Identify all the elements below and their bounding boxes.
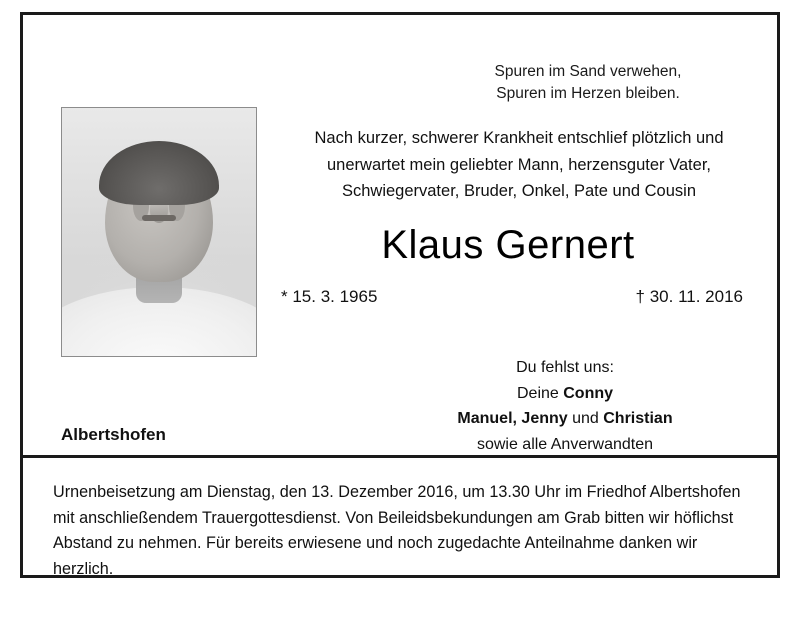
death-date: † 30. 11. 2016: [635, 287, 743, 306]
farewell-line-3: [395, 406, 735, 432]
funeral-details-text: Urnenbeisetzung am Dienstag, den 13. Dezember 2016, um 13.30 Uhr im Friedhof Albertshofen mit anschließendem Trauergottesdienst. Von Beileidsbekundungen am Grab bitten wir höflichst Abstand zu nehmen. Für bereits erwiesene und noch zugedachte Anteilnahme danken wir herzlich.: [53, 483, 741, 578]
portrait-photo-image: [62, 108, 256, 356]
farewell-line-3-conjunction: und: [567, 410, 604, 428]
farewell-line-2: [395, 381, 735, 407]
survivor-conny: Conny: [563, 384, 614, 402]
epitaph: [423, 61, 753, 106]
epitaph-line-2: Spuren im Herzen bleiben.: [496, 85, 680, 103]
life-dates: [281, 287, 743, 307]
obituary-upper-section: [23, 15, 777, 455]
farewell-line-2-prefix: Deine: [516, 384, 564, 402]
birth-date: * 15. 3. 1965: [281, 287, 378, 306]
survivors-manuel-jenny: Manuel, Jenny: [457, 410, 568, 428]
hair-shape: [99, 141, 219, 205]
mouth-shape: [142, 215, 176, 221]
farewell-line-1: Du fehlst uns:: [516, 359, 614, 376]
deceased-name: Klaus Gernert: [381, 223, 635, 267]
farewell-block: [395, 355, 735, 457]
farewell-line-4: sowie alle Anverwandten: [476, 435, 654, 453]
intro-text: Nach kurzer, schwerer Krankheit entschlief plötzlich und unerwartet mein geliebter Mann, herzensguter Vater, Schwiegervater, Bruder, Onkel, Pate und Cousin: [314, 129, 724, 201]
place-name: Albertshofen: [61, 425, 166, 444]
obituary-card: [20, 12, 780, 578]
portrait-photo: [61, 107, 257, 357]
survivor-christian: Christian: [603, 410, 673, 428]
epitaph-line-1: Spuren im Sand verwehen,: [494, 63, 682, 80]
